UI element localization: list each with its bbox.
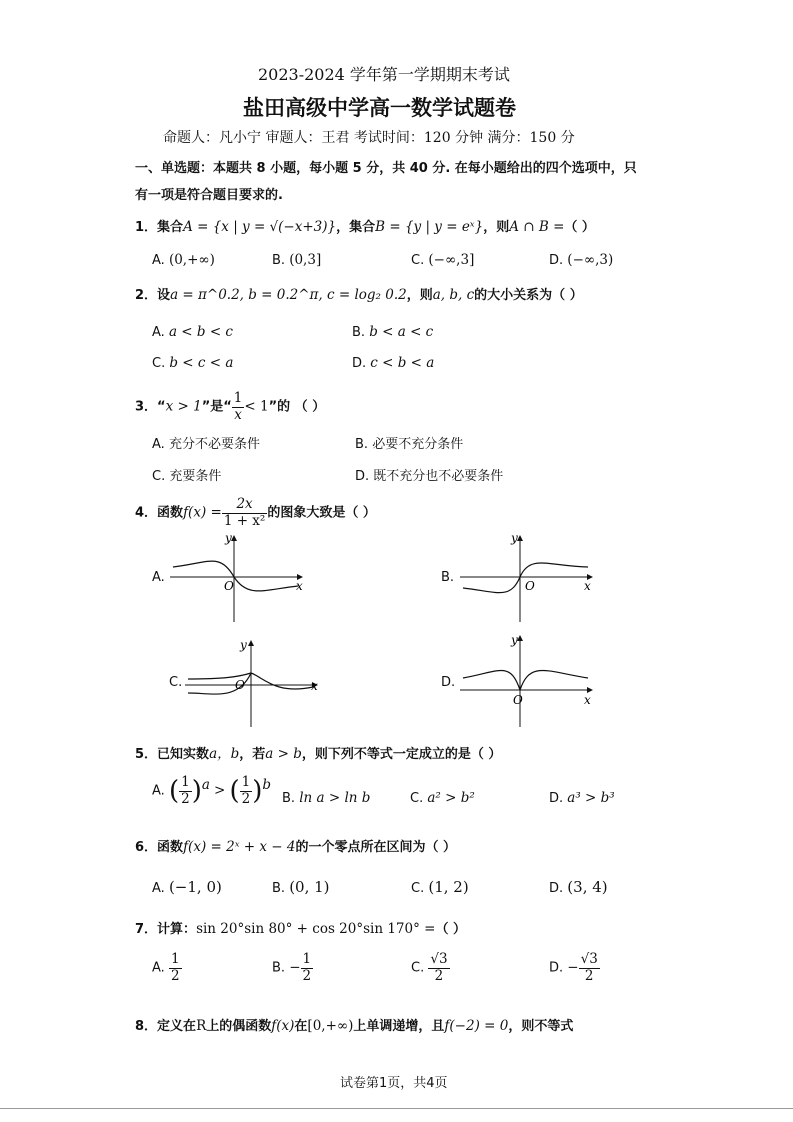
q1-text-3: ，则 xyxy=(483,220,510,235)
q4-graph-b xyxy=(458,530,598,625)
q5-option-a: A. ( $\frac{1}{2}$ )$^a$ > ( $\frac{1}{2}$ )$^b$ xyxy=(152,774,272,807)
q7-expression: sin 20°sin 80° + cos 20°sin 170° = xyxy=(196,921,436,937)
exam-meta: 命题人：凡小宁 审题人：王君 考试时间：120 分钟 满分：150 分 xyxy=(163,130,575,146)
q3-fraction: $\frac{1}{x}$ xyxy=(233,390,243,423)
q2-vars: a, b, c xyxy=(432,287,475,303)
q1-option-c: C. (−∞,3] xyxy=(411,252,475,268)
q5-option-d: D. a³ > b³ xyxy=(549,790,615,806)
q7-option-b: B. − $\frac{1}{2}$ xyxy=(272,951,312,984)
q5-option-c: C. a² > b² xyxy=(410,790,475,806)
page-title: 盐田高级中学高一数学试题卷 xyxy=(243,95,516,120)
q6-option-a: A. (−1, 0) xyxy=(152,878,222,896)
q4-graph-d-label: D. xyxy=(441,675,456,690)
q6-option-d: D. (3, 4) xyxy=(549,878,608,896)
svg-text:O: O xyxy=(525,579,535,593)
q2-option-d: D. c < b < a xyxy=(352,355,435,371)
svg-text:O: O xyxy=(235,678,245,692)
q4-graph-a xyxy=(168,530,308,625)
svg-text:x: x xyxy=(584,579,591,593)
q1-answer-paren: （ ） xyxy=(564,220,595,235)
q2-option-b: B. b < a < c xyxy=(352,324,434,340)
q7-option-d: D. − $\frac{√3}{2}$ xyxy=(549,951,598,984)
q5-option-b: B. ln a > ln b xyxy=(282,790,371,806)
q4-graph-c xyxy=(183,635,323,730)
q2-expression: a = π^0.2, b = 0.2^π, c = log₂ 0.2 xyxy=(170,287,407,303)
q1-set-a: A = {x | y = √(−x+3)} xyxy=(183,219,337,235)
q1-text-1: 集合 xyxy=(157,220,184,235)
svg-text:y: y xyxy=(511,633,518,647)
question-6: 6．函数f(x) = 2ˣ + x − 4的一个零点所在区间为（ ） xyxy=(135,839,457,855)
svg-text:x: x xyxy=(311,679,318,693)
svg-text:y: y xyxy=(225,531,232,545)
question-5: 5．已知实数a，b，若a > b，则下列不等式一定成立的是（ ） xyxy=(135,746,502,762)
svg-text:x: x xyxy=(584,693,591,707)
q4-graph-d xyxy=(458,630,598,730)
svg-text:x: x xyxy=(296,579,303,593)
q4-graph-a-label: A. xyxy=(152,570,165,585)
curve xyxy=(173,561,298,591)
q2-option-c: C. b < c < a xyxy=(152,355,234,371)
q4-fraction: $\frac{2x}{\text{1 + x²}}$ xyxy=(223,496,266,529)
curve xyxy=(463,671,588,691)
question-1 xyxy=(135,216,595,235)
page-bottom-rule xyxy=(0,1108,793,1109)
question-2: 2．设a = π^0.2, b = 0.2^π, c = log₂ 0.2，则a, b, c的大小关系为（ ） xyxy=(135,287,583,303)
q6-option-c: C. (1, 2) xyxy=(411,878,469,896)
q3-option-b: B. 必要不充分条件 xyxy=(355,437,464,452)
q1-option-b: B. (0,3] xyxy=(272,252,322,268)
q3-option-c: C. 充要条件 xyxy=(152,469,222,484)
q1-expression: A ∩ B = xyxy=(509,219,565,235)
q7-option-a: A. $\frac{1}{2}$ xyxy=(152,951,180,984)
q3-option-d: D. 既不充分也不必要条件 xyxy=(355,469,504,484)
q1-text-2: ，集合 xyxy=(336,220,376,235)
svg-text:y: y xyxy=(240,638,247,652)
svg-text:O: O xyxy=(224,579,234,593)
q2-option-a: A. a < b < c xyxy=(152,324,233,340)
q1-option-d: D. (−∞,3) xyxy=(549,252,614,268)
section-instructions-line1: 一、单选题：本题共 8 小题，每小题 5 分，共 40 分. 在每小题给出的四个选项中，只 xyxy=(135,161,637,176)
svg-text:O: O xyxy=(513,693,523,707)
q3-option-a: A. 充分不必要条件 xyxy=(152,437,260,452)
q4-graph-b-label: B. xyxy=(441,570,455,585)
question-8: 8．定义在R上的偶函数f(x)在[0,+∞)上单调递增，且f(−2) = 0，则不等式 xyxy=(135,1018,574,1034)
q1-option-a: A. (0,+∞) xyxy=(152,252,215,268)
question-3: 3．“x > 1”是“ $\frac{1}{x}$ < 1”的 （ ） xyxy=(135,390,326,423)
q4-graph-c-label: C. xyxy=(169,675,183,690)
svg-text:y: y xyxy=(511,531,518,545)
question-7: 7．计算：sin 20°sin 80° + cos 20°sin 170° =（ ） xyxy=(135,921,466,937)
exam-subtitle: 2023-2024 学年第一学期期末考试 xyxy=(258,65,510,84)
question-4: 4．函数f(x) = $\frac{2x}{\text{1 + x²}}$ 的图象大致是（ ） xyxy=(135,496,376,529)
q6-option-b: B. (0, 1) xyxy=(272,878,330,896)
page-footer: 试卷第1页，共4页 xyxy=(340,1076,448,1091)
q1-number: 1． xyxy=(135,220,158,235)
section-instructions-line2: 有一项是符合题目要求的. xyxy=(135,188,283,203)
q1-set-b: B = {y | y = eˣ} xyxy=(375,219,484,235)
q7-option-c: C. $\frac{√3}{2}$ xyxy=(411,951,448,984)
